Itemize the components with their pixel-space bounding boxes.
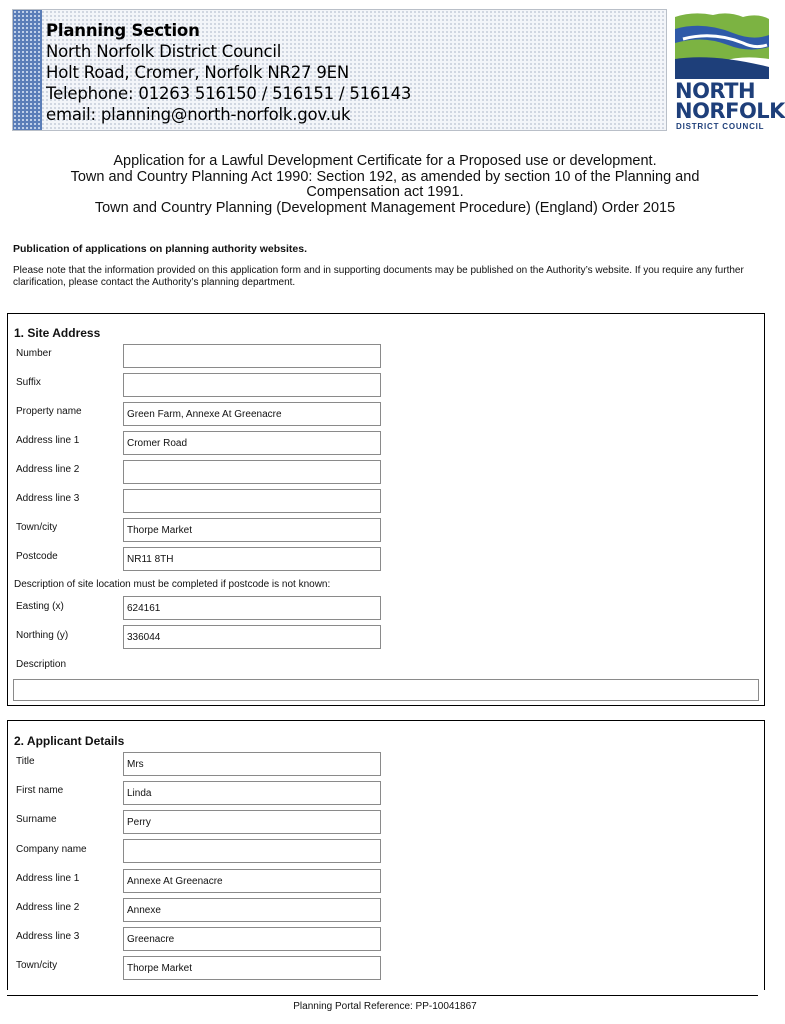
field-label: Surname	[16, 814, 57, 825]
field-label: Address line 3	[16, 931, 80, 942]
applicant-title-input[interactable]: Mrs	[123, 752, 381, 776]
header-title: Planning Section	[46, 21, 200, 40]
portal-reference: Planning Portal Reference: PP-10041867	[293, 1001, 477, 1012]
publication-text: Please note that the information provided on this application form and in supporting documents may be published on the Authority’s website. If you require any further clarification, please contact the Authority’s planning department.	[13, 265, 744, 288]
field-label: Address line 2	[16, 902, 80, 913]
site-address-line1-input[interactable]: Cromer Road	[123, 431, 381, 455]
site-address-section	[7, 313, 765, 706]
header-address: Holt Road, Cromer, Norfolk NR27 9EN	[46, 63, 350, 82]
field-label: Northing (y)	[16, 630, 69, 641]
field-label: Suffix	[16, 377, 41, 388]
applicant-town-input[interactable]: Thorpe Market	[123, 956, 381, 980]
form-heading	[20, 154, 750, 216]
logo-landscape-icon	[673, 9, 770, 79]
field-label: Address line 1	[16, 435, 80, 446]
applicant-address-line1-input[interactable]: Annexe At Greenacre	[123, 869, 381, 893]
field-label: Property name	[16, 406, 82, 417]
field-label: Town/city	[16, 522, 58, 533]
property-name-input[interactable]: Green Farm, Annexe At Greenacre	[123, 402, 381, 426]
easting-input[interactable]: 624161	[123, 596, 381, 620]
site-suffix-input[interactable]	[123, 373, 381, 397]
field-label: Company name	[16, 844, 87, 855]
header-banner	[12, 9, 667, 131]
field-label: First name	[16, 785, 64, 796]
northing-input[interactable]: 336044	[123, 625, 381, 649]
field-label: Address line 1	[16, 873, 80, 884]
logo-word-norfolk: NORFOLK	[675, 99, 785, 123]
field-label: Description	[16, 659, 67, 670]
site-postcode-input[interactable]: NR11 8TH	[123, 547, 381, 571]
footer-divider	[7, 995, 758, 996]
field-label: Address line 2	[16, 464, 80, 475]
header-email: email: planning@north-norfolk.gov.uk	[46, 105, 351, 124]
council-logo	[673, 9, 785, 131]
site-town-input[interactable]: Thorpe Market	[123, 518, 381, 542]
surname-input[interactable]: Perry	[123, 810, 381, 834]
site-address-line3-input[interactable]	[123, 489, 381, 513]
field-label: Easting (x)	[16, 601, 64, 612]
field-label: Number	[16, 348, 52, 359]
logo-word-district: DISTRICT COUNCIL	[676, 122, 765, 131]
header-council: North Norfolk District Council	[46, 42, 282, 61]
heading-line-4: Town and Country Planning (Development Management Procedure) (England) Order 2015	[94, 199, 676, 216]
site-description-input[interactable]	[13, 679, 759, 701]
first-name-input[interactable]: Linda	[123, 781, 381, 805]
applicant-address-line3-input[interactable]: Greenacre	[123, 927, 381, 951]
field-label: Postcode	[16, 551, 58, 562]
applicant-address-line2-input[interactable]: Annexe	[123, 898, 381, 922]
heading-line-3: Compensation act 1991.	[306, 184, 464, 200]
field-label: Town/city	[16, 960, 58, 971]
header-telephone: Telephone: 01263 516150 / 516151 / 516143	[46, 84, 412, 103]
publication-title: Publication of applications on planning authority websites.	[13, 243, 308, 255]
banner-stripe	[13, 10, 42, 130]
heading-line-1: Application for a Lawful Development Certificate for a Proposed use or development.	[113, 153, 657, 169]
section-title: 1. Site Address	[14, 326, 101, 340]
site-address-line2-input[interactable]	[123, 460, 381, 484]
heading-line-2: Town and Country Planning Act 1990: Section 192, as amended by section 10 of the Planning and	[70, 168, 700, 185]
site-number-input[interactable]	[123, 344, 381, 368]
applicant-section	[7, 720, 765, 990]
location-note: Description of site location must be completed if postcode is not known:	[14, 579, 331, 590]
company-name-input[interactable]	[123, 839, 381, 863]
field-label: Title	[16, 756, 35, 767]
logo-word-north: NORTH	[675, 79, 756, 103]
section-title: 2. Applicant Details	[14, 734, 125, 748]
field-label: Address line 3	[16, 493, 80, 504]
